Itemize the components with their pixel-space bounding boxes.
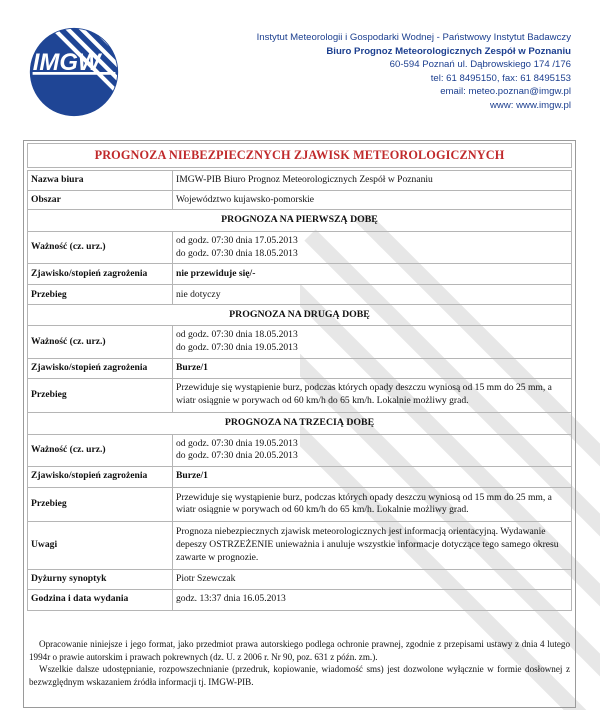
day3-validity bbox=[173, 434, 572, 466]
day2-heading: PROGNOZA NA DRUGĄ DOBĘ bbox=[28, 305, 572, 326]
table-row bbox=[28, 326, 572, 358]
day2-validity-to: do godz. 07:30 dnia 19.05.2013 bbox=[176, 341, 298, 353]
table-row bbox=[28, 589, 572, 610]
phone-fax: tel: 61 8495150, fax: 61 8495153 bbox=[430, 72, 571, 84]
day3-phenomenon-label: Zjawisko/stopień zagrożenia bbox=[28, 466, 173, 487]
table-row bbox=[28, 232, 572, 264]
day1-phenomenon-value: nie przewiduje się/- bbox=[173, 264, 572, 285]
day1-phenomenon-label: Zjawisko/stopień zagrożenia bbox=[28, 264, 173, 285]
office-value: IMGW-PIB Biuro Prognoz Meteorologicznych Zespół w Poznaniu bbox=[173, 171, 572, 191]
day1-validity-label: Ważność (cz. urz.) bbox=[28, 232, 173, 264]
issued-label: Godzina i data wydania bbox=[28, 589, 173, 610]
day1-heading: PROGNOZA NA PIERWSZĄ DOBĘ bbox=[28, 210, 572, 232]
day2-course-value: Przewiduje się wystąpienie burz, podczas których opady deszczu wyniosą od 15 mm do 25 mm, a wiatr osiągnie w porywach od 60 km/h do 65 km/h. Lokalnie możliwy grad. bbox=[173, 378, 572, 412]
table-row bbox=[28, 358, 572, 378]
institution-block bbox=[191, 31, 571, 113]
day2-validity-from: od godz. 07:30 dnia 18.05.2013 bbox=[176, 329, 298, 341]
forecaster-label: Dyżurny synoptyk bbox=[28, 569, 173, 589]
address: 60-594 Poznań ul. Dąbrowskiego 174 /176 bbox=[389, 59, 571, 71]
section-heading-row bbox=[28, 210, 572, 232]
table-row bbox=[28, 378, 572, 412]
copyright-notice: Opracowanie niniejsze i jego format, jako przedmiot prawa autorskiego podlega ochronie prawnej, zgodnie z przepisami ustawy z dnia 4 lutego 1994r o prawie autorskim i prawach pokrewnych (dz. U. z 2006 r. Nr 90, poz. 631 z późn. zm.). bbox=[29, 639, 570, 662]
day1-validity-to: do godz. 07:30 dnia 18.05.2013 bbox=[176, 247, 298, 259]
notes-label: Uwagi bbox=[28, 521, 173, 569]
day3-validity-to: do godz. 07:30 dnia 20.05.2013 bbox=[176, 450, 298, 462]
office-name: Biuro Prognoz Meteorologicznych Zespół w Poznaniu bbox=[326, 45, 571, 57]
table-row bbox=[28, 569, 572, 589]
website: www: www.imgw.pl bbox=[489, 99, 571, 111]
section-heading-row bbox=[28, 305, 572, 326]
logo-lettering: IMGW bbox=[32, 49, 101, 77]
day1-validity bbox=[173, 232, 572, 264]
table-row bbox=[28, 190, 572, 210]
day3-course-value: Przewiduje się wystąpienie burz, podczas których opady deszczu wyniosą od 15 mm do 25 mm, a wiatr osiągnie w porywach od 60 km/h do 65 km/h. Lokalnie możliwy grad. bbox=[173, 487, 572, 521]
table-row bbox=[28, 466, 572, 487]
table-row bbox=[28, 521, 572, 569]
distribution-notice: Wszelkie dalsze udostępnianie, rozpowszechnianie (przedruk, kopiowanie, wiadomość sms) jest dozwolone wyłącznie w formie dosłownej z bezwzględnym wskazaniem źródła informacji tj. IMGW-PIB. bbox=[29, 664, 570, 687]
table-row bbox=[28, 171, 572, 191]
issued-value: godz. 13:37 dnia 16.05.2013 bbox=[173, 589, 572, 610]
day2-phenomenon-value: Burze/1 bbox=[173, 358, 572, 378]
day3-course-label: Przebieg bbox=[28, 487, 173, 521]
table-row bbox=[28, 264, 572, 285]
legal-footer bbox=[29, 638, 570, 688]
table-row bbox=[28, 434, 572, 466]
forecaster-value: Piotr Szewczak bbox=[173, 569, 572, 589]
day2-validity bbox=[173, 326, 572, 358]
office-label: Nazwa biura bbox=[28, 171, 173, 191]
day1-course-value: nie dotyczy bbox=[173, 285, 572, 305]
table-row bbox=[28, 487, 572, 521]
section-heading-row bbox=[28, 412, 572, 434]
day3-heading: PROGNOZA NA TRZECIĄ DOBĘ bbox=[28, 412, 572, 434]
table-row bbox=[28, 285, 572, 305]
day1-course-label: Przebieg bbox=[28, 285, 173, 305]
imgw-logo bbox=[28, 26, 120, 118]
email: email: meteo.poznan@imgw.pl bbox=[440, 86, 571, 98]
day2-validity-label: Ważność (cz. urz.) bbox=[28, 326, 173, 358]
forecast-table bbox=[27, 170, 572, 611]
day3-validity-from: od godz. 07:30 dnia 19.05.2013 bbox=[176, 437, 298, 449]
day2-course-label: Przebieg bbox=[28, 378, 173, 412]
day2-phenomenon-label: Zjawisko/stopień zagrożenia bbox=[28, 358, 173, 378]
day3-validity-label: Ważność (cz. urz.) bbox=[28, 434, 173, 466]
day1-validity-from: od godz. 07:30 dnia 17.05.2013 bbox=[176, 235, 298, 247]
document-title: PROGNOZA NIEBEZPIECZNYCH ZJAWISK METEOROLOGICZNYCH bbox=[94, 148, 505, 162]
day3-phenomenon-value: Burze/1 bbox=[173, 466, 572, 487]
area-value: Województwo kujawsko-pomorskie bbox=[173, 190, 572, 210]
document-title-box bbox=[27, 143, 572, 168]
notes-value: Prognoza niebezpiecznych zjawisk meteorologicznych jest informacją orientacyjną. Wydawanie depeszy OSTRZEŻENIE unieważnia i anuluje wszystkie informacje dotyczące tego samego okresu zawarte w prognozie. bbox=[173, 521, 572, 569]
institute-name: Instytut Meteorologii i Gospodarki Wodnej - Państwowy Instytut Badawczy bbox=[256, 32, 571, 43]
area-label: Obszar bbox=[28, 190, 173, 210]
